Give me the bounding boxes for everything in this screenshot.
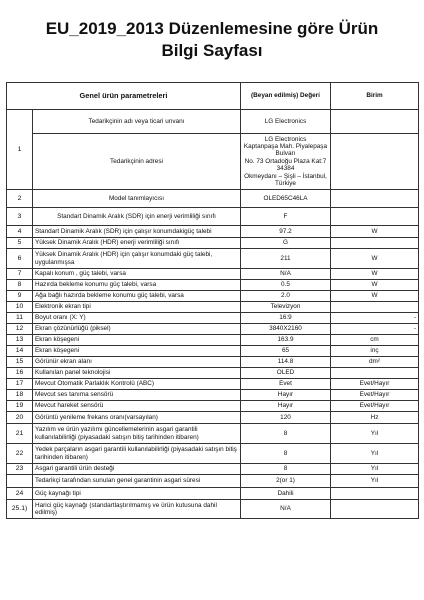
table-row — [7, 500, 419, 519]
row-unit — [331, 488, 419, 500]
row-number: 3 — [7, 208, 33, 226]
row-value: 163.9 — [241, 335, 331, 346]
table-row — [7, 488, 419, 500]
row-value: 211 — [241, 249, 331, 269]
row-label: Görüntü yenileme frekans oranı(varsayılan) — [33, 412, 241, 424]
address-line: LG Electronics — [264, 135, 307, 143]
address-line: No. 73 Ortadoğu Plaza Kat:7 34384 — [244, 157, 327, 173]
table-row — [7, 110, 419, 134]
table-row — [7, 464, 419, 475]
row-number: 13 — [7, 335, 33, 346]
row-label: Ekran köşegeni — [33, 335, 241, 346]
table-row — [7, 324, 419, 335]
row-value: F — [241, 208, 331, 226]
row-label: Mevcut hareket sensörü — [33, 401, 241, 412]
row-unit — [331, 190, 419, 208]
table-row — [7, 291, 419, 302]
table-row — [7, 390, 419, 401]
table-row — [7, 302, 419, 313]
row-unit: Yıl — [331, 424, 419, 444]
row-value: 2(or 1) — [241, 475, 331, 488]
row-unit: Yıl — [331, 444, 419, 464]
address-line: Okmeydanı – Şişli – İstanbul, Türkiye — [244, 172, 327, 188]
table-row — [7, 249, 419, 269]
row-unit: W — [331, 280, 419, 291]
row-unit: cm — [331, 335, 419, 346]
table-row — [7, 401, 419, 412]
row-number: 18 — [7, 390, 33, 401]
table-row — [7, 424, 419, 444]
row-value: OLED — [241, 368, 331, 379]
row-value: Televizyon — [241, 302, 331, 313]
table-row — [7, 412, 419, 424]
row-number: 21 — [7, 424, 33, 444]
table-row — [7, 280, 419, 291]
header-unit: Birim — [331, 83, 419, 110]
row-label: Mevcut ses tanıma sensörü — [33, 390, 241, 401]
row-label: Tedarikçinin adı veya ticari unvanı — [33, 110, 241, 134]
row-value: 114.8 — [241, 357, 331, 368]
header-value: (Beyan edilmiş) Değeri — [241, 83, 331, 110]
row-number: 10 — [7, 302, 33, 313]
row-label: Elektronik ekran tipi — [33, 302, 241, 313]
row-number: 5 — [7, 238, 33, 249]
row-unit — [331, 368, 419, 379]
row-unit: W — [331, 269, 419, 280]
row-number: 23 — [7, 464, 33, 475]
row-number: 19 — [7, 401, 33, 412]
row-value: Evet — [241, 379, 331, 390]
row-label: Yedek parçaların asgari garantili kullanılabilirliği (piyasadaki satışın bitiş tarihinden itibaren) — [33, 444, 241, 464]
address-line: Kaptanpaşa Mah. Piyalepaşa Bulvarı — [243, 142, 328, 158]
row-unit: - — [331, 313, 419, 324]
row-value: 8 — [241, 444, 331, 464]
row-number: 17 — [7, 379, 33, 390]
row-label: Ekran çözünürlüğü (piksel) — [33, 324, 241, 335]
row-number: 6 — [7, 249, 33, 269]
row-number: 24 — [7, 488, 33, 500]
row-value: Dahili — [241, 488, 331, 500]
row-unit — [331, 500, 419, 519]
row-value: Hayır — [241, 390, 331, 401]
row-value: G — [241, 238, 331, 249]
table-row — [7, 269, 419, 280]
table-row — [7, 335, 419, 346]
header-param: Genel ürün parametreleri — [7, 83, 241, 110]
table-row — [7, 208, 419, 226]
row-unit: W — [331, 226, 419, 238]
row-unit — [331, 110, 419, 134]
row-label: Mevcut Otomatik Parlaklık Kontrolü (ABC) — [33, 379, 241, 390]
row-label: Harici güç kaynağı (standartlaştırılmamış ve ürün kutusuna dahil edilmiş) — [33, 500, 241, 519]
row-unit: Evet/Hayır — [331, 390, 419, 401]
table-row — [7, 238, 419, 249]
row-label: Model tanımlayıcısı — [33, 190, 241, 208]
table-row — [7, 313, 419, 324]
row-value — [241, 134, 331, 190]
row-unit: Evet/Hayır — [331, 379, 419, 390]
row-number: 14 — [7, 346, 33, 357]
row-unit: W — [331, 291, 419, 302]
row-label: Asgari garantili ürün desteği — [33, 464, 241, 475]
row-label: Görünür ekran alanı — [33, 357, 241, 368]
row-value: Hayır — [241, 401, 331, 412]
row-number — [7, 475, 33, 488]
row-number: 20 — [7, 412, 33, 424]
row-label: Yazılım ve ürün yazılımı güncellemelerinin asgari garantili kullanılabilirliği (piyasadaki satışın bitiş tarihinden itibaren) — [33, 424, 241, 444]
row-label: Ekran köşegeni — [33, 346, 241, 357]
row-number: 8 — [7, 280, 33, 291]
row-label: Boyut oranı (X: Y) — [33, 313, 241, 324]
row-label: Tedarikçinin adresi — [33, 134, 241, 190]
row-number: 2 — [7, 190, 33, 208]
row-value: 8 — [241, 464, 331, 475]
row-unit: Yıl — [331, 464, 419, 475]
row-label: Kullanılan panel teknolojisi — [33, 368, 241, 379]
title-line-1: EU_2019_2013 Düzenlemesine göre Ürün — [45, 19, 379, 38]
row-number: 11 — [7, 313, 33, 324]
row-unit: Evet/Hayır — [331, 401, 419, 412]
row-unit — [331, 302, 419, 313]
row-number: 25.1) — [7, 500, 33, 519]
row-unit — [331, 134, 419, 190]
row-unit: - — [331, 324, 419, 335]
row-value: 97.2 — [241, 226, 331, 238]
row-value: 0.5 — [241, 280, 331, 291]
table-row — [7, 134, 419, 190]
row-label: Yüksek Dinamik Aralık (HDR) enerji verimliliği sınıfı — [33, 238, 241, 249]
row-value: 65 — [241, 346, 331, 357]
product-info-table — [6, 82, 419, 519]
row-number: 9 — [7, 291, 33, 302]
row-value: 3840X2160 — [241, 324, 331, 335]
row-value: 8 — [241, 424, 331, 444]
table-row — [7, 190, 419, 208]
row-unit: Hz — [331, 412, 419, 424]
table-row — [7, 444, 419, 464]
row-unit: dm² — [331, 357, 419, 368]
row-label: Tedarikçi tarafından sunulan genel garantinin asgari süresi — [33, 475, 241, 488]
table-row — [7, 346, 419, 357]
row-number: 22 — [7, 444, 33, 464]
title-line-2: Bilgi Sayfası — [161, 41, 263, 60]
row-value: N/A — [241, 500, 331, 519]
row-number: 1 — [7, 110, 33, 190]
page-title — [0, 18, 424, 62]
row-value: 16:9 — [241, 313, 331, 324]
row-value: OLED65C46LA — [241, 190, 331, 208]
row-unit: inç — [331, 346, 419, 357]
row-number: 15 — [7, 357, 33, 368]
row-label: Güç kaynağı tipi — [33, 488, 241, 500]
row-unit — [331, 238, 419, 249]
table-row — [7, 368, 419, 379]
row-unit — [331, 208, 419, 226]
row-label: Hazırda bekleme konumu güç talebi, varsa — [33, 280, 241, 291]
row-number: 4 — [7, 226, 33, 238]
row-label: Yüksek Dinamik Aralık (HDR) için çalışır konumdaki güç talebi, uygulanmışsa — [33, 249, 241, 269]
row-value: LG Electronics — [241, 110, 331, 134]
table-row — [7, 475, 419, 488]
row-label: Standart Dinamik Aralık (SDR) için enerji verimliliği sınıfı — [33, 208, 241, 226]
row-label: Standart Dinamik Aralık (SDR) için çalışır konumdakigüç talebi — [33, 226, 241, 238]
row-value: N/A — [241, 269, 331, 280]
row-label: Kapalı konum , güç talebi, varsa — [33, 269, 241, 280]
row-value: 120 — [241, 412, 331, 424]
row-number: 16 — [7, 368, 33, 379]
table-row — [7, 226, 419, 238]
row-number: 7 — [7, 269, 33, 280]
row-number: 12 — [7, 324, 33, 335]
row-unit: Yıl — [331, 475, 419, 488]
header-row — [7, 83, 419, 110]
row-unit: W — [331, 249, 419, 269]
table-row — [7, 357, 419, 368]
table-row — [7, 379, 419, 390]
row-label: Ağa bağlı hazırda bekleme konumu güç talebi, varsa — [33, 291, 241, 302]
row-value: 2.0 — [241, 291, 331, 302]
